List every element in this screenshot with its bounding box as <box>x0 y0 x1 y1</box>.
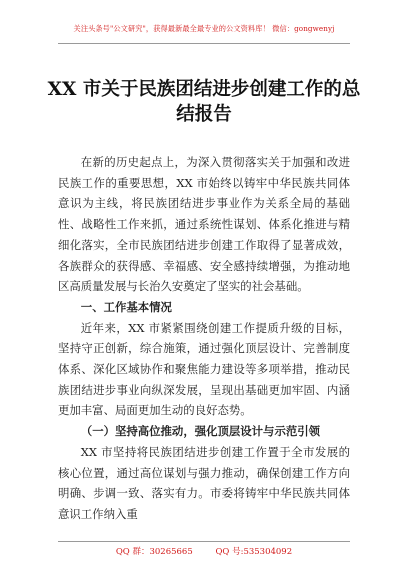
document-title: XX 市关于民族团结进步创建工作的总结报告 <box>47 79 361 125</box>
footer-contact <box>0 545 408 557</box>
header-promo-note: 关注头条号"公文研究"，获得最新最全最专业的公文资料库！ 微信：gongwenyj <box>73 24 335 33</box>
document-body <box>58 152 350 525</box>
subsection-paragraph-top-level-design: XX 市坚持将民族团结进步创建工作置于全市发展的核心位置，通过高位谋划与强力推动，确保创建工作方向明确、步调一致、落实有力。市委将铸牢中华民族共同体意识工作纳入重 <box>58 444 350 521</box>
footer-qq-group: QQ 群：30265665 <box>115 547 193 557</box>
section-paragraph-basic-situation: 近年来，XX 市紧紧围绕创建工作提质升级的目标，坚持守正创新，综合施策，通过强化顶层设计、完善制度体系、深化区域协作和聚焦能力建设等多项举措，推动民族团结进步事业向纵深发展，呈现出基础更加牢固、内涵更加丰富、局面更加生动的良好态势。 <box>58 320 350 418</box>
section-heading-basic-situation: 一、工作基本情况 <box>80 299 172 314</box>
footer-qq-number: QQ 号:535304092 <box>215 547 293 557</box>
header-divider <box>58 43 350 44</box>
footer-divider <box>58 541 350 542</box>
intro-paragraph: 在新的历史起点上，为深入贯彻落实关于加强和改进民族工作的重要思想，XX 市始终以铸牢中华民族共同体意识为主线，将民族团结进步事业作为关系全局的基础性、战略性工作来抓，通过系统性谋划、体系化推进与精细化落实，全市民族团结进步创建工作取得了显著成效，各族群众的获得感、幸福感、安全感持续增强，为推动地区高质量发展与长治久安奠定了坚实的社会基础。 <box>58 155 350 294</box>
subsection-heading-top-level-design: （一）坚持高位推动，强化顶层设计与示范引领 <box>80 424 321 439</box>
